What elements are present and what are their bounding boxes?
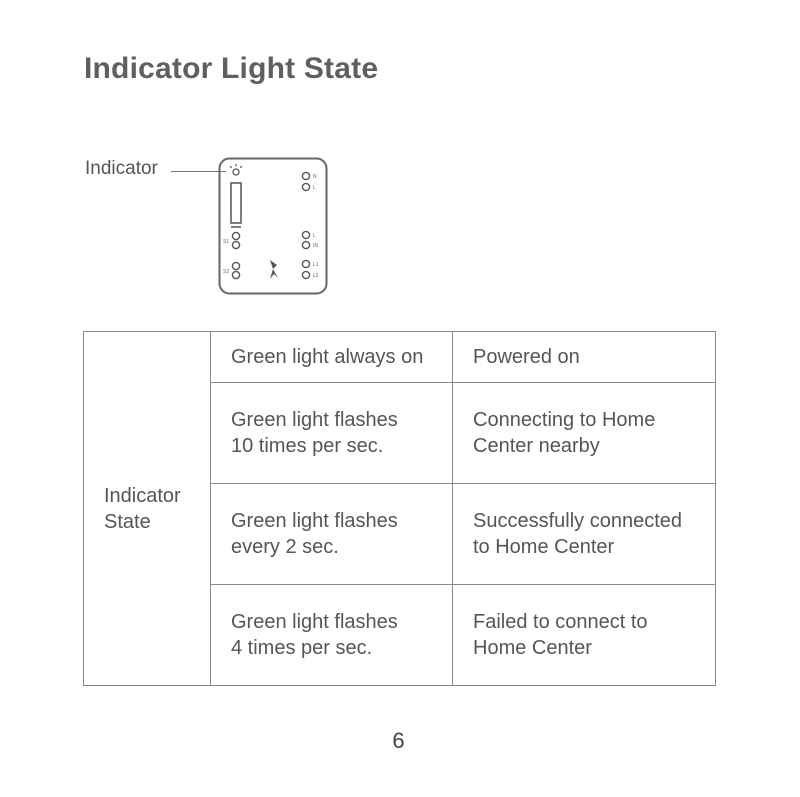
table-row: [84, 332, 716, 383]
indicator-light-icon: [230, 164, 242, 175]
terminal-s1: [223, 232, 240, 248]
terminal-label-l-top: L: [313, 185, 316, 191]
light-pattern-cell: Green light always on: [211, 332, 453, 383]
terminal-label-s1: S1: [223, 239, 230, 245]
device-diagram: [218, 157, 330, 297]
state-meaning-cell: Successfully connected to Home Center: [453, 484, 716, 585]
page-number: 6: [392, 728, 405, 753]
terminal-label-l1: L1: [313, 262, 319, 268]
terminal-label-n: N: [313, 174, 317, 180]
terminal-l1-l2: [302, 260, 318, 279]
terminal-s2: [223, 262, 240, 278]
state-meaning-cell: Powered on: [453, 332, 716, 383]
indicator-callout-label: Indicator: [85, 158, 158, 179]
terminal-label-l-mid: L: [313, 233, 316, 239]
button-slot: [231, 183, 241, 223]
terminal-n-l: [302, 172, 317, 191]
bird-logo-icon: [270, 260, 278, 279]
terminal-label-l2: L2: [313, 273, 319, 279]
light-pattern-cell: Green light flashes 4 times per sec.: [211, 585, 453, 686]
indicator-state-table: [83, 331, 716, 686]
terminal-l-in: [302, 231, 318, 249]
terminal-label-s2: S2: [223, 269, 230, 275]
state-meaning-cell: Failed to connect to Home Center: [453, 585, 716, 686]
page-title: Indicator Light State: [84, 52, 379, 85]
light-pattern-cell: Green light flashes every 2 sec.: [211, 484, 453, 585]
state-meaning-cell: Connecting to Home Center nearby: [453, 383, 716, 484]
terminal-label-in: IN: [313, 243, 318, 249]
light-pattern-cell: Green light flashes 10 times per sec.: [211, 383, 453, 484]
row-header-indicator-state: Indicator State: [84, 332, 211, 686]
